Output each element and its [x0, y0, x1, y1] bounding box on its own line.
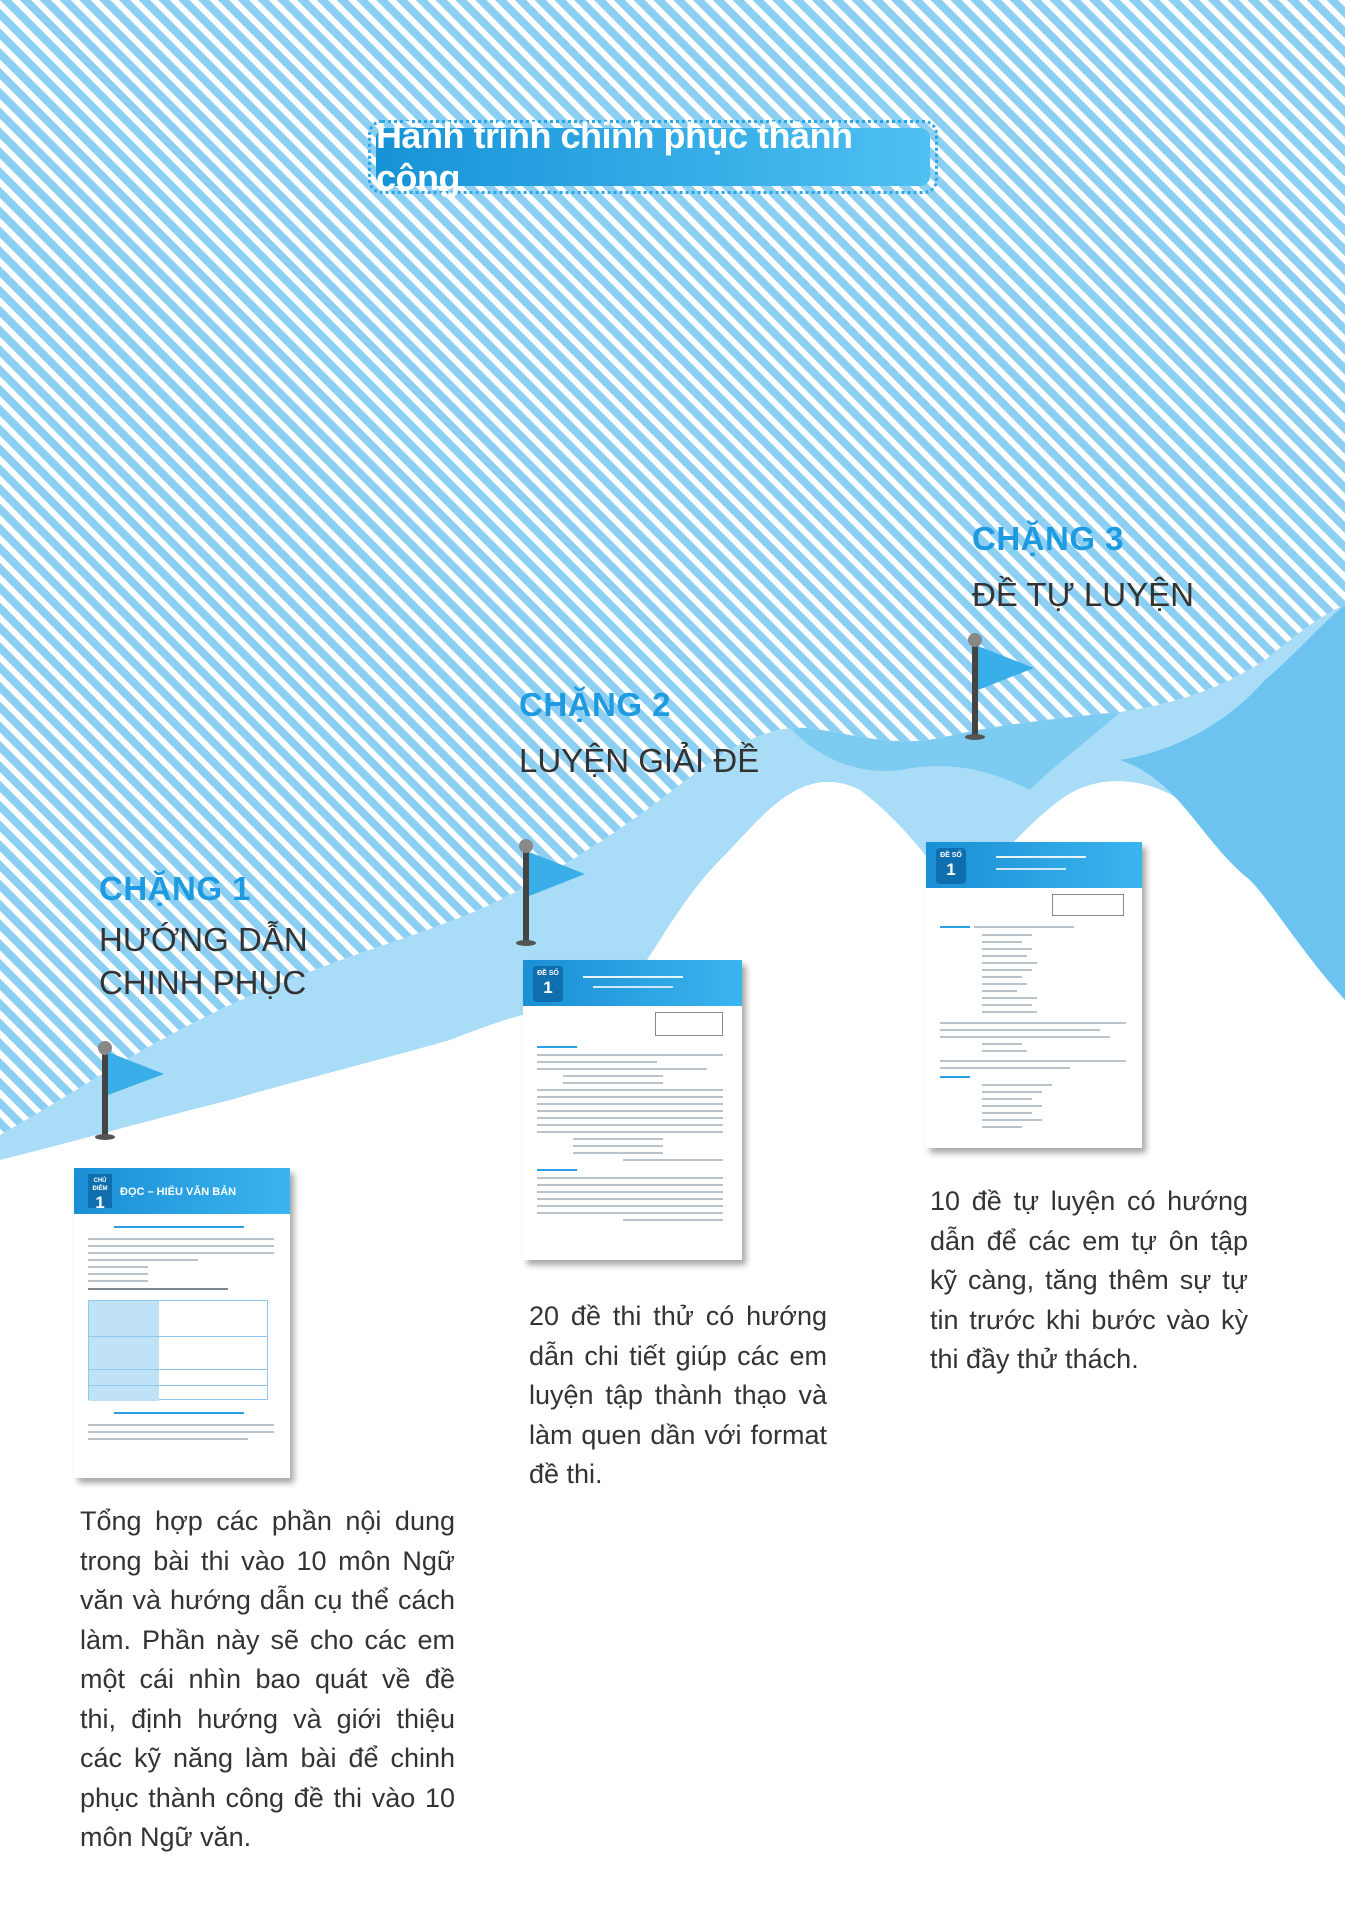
stage-2-name: LUYỆN GIẢI ĐỀ	[519, 742, 760, 779]
stage-3-thumbnail	[926, 842, 1142, 1148]
stage-2-description: 20 đề thi thử có hướng dẫn chi tiết giúp các em luyện tập thành thạo và làm quen dần với format đề thi.	[529, 1301, 827, 1489]
stage-2-thumbnail	[523, 960, 742, 1260]
thumbnail-heading: ĐỌC – HIỂU VĂN BẢN	[120, 1186, 237, 1198]
stage-1-description: Tổng hợp các phần nội dung trong bài thi vào 10 môn Ngữ văn và hướng dẫn cụ thể cách làm. Phần này sẽ cho các em một cái nhìn bao quát về đề thi, định hướng và giới thiệu các kỹ năng làm bài để chinh phục thành công đề thi vào 10 môn Ngữ văn.	[80, 1506, 455, 1852]
badge-label: ĐỀ SỐ	[940, 852, 962, 859]
stage-1-flag-icon	[92, 1040, 172, 1140]
stage-1-name-line-1: HƯỚNG DẪN	[99, 921, 308, 958]
stage-3-number: CHẶNG 3	[972, 520, 1125, 557]
page-title: Hành trình chinh phục thành công	[376, 128, 930, 186]
badge-label: ĐỀ SỐ	[537, 970, 559, 977]
badge-number: 1	[946, 860, 956, 879]
badge-number: 1	[543, 978, 553, 997]
thumbnail-badge	[533, 966, 563, 1002]
thumbnail-badge	[88, 1174, 112, 1212]
badge-number: 1	[95, 1193, 105, 1212]
stage-3-flag-icon	[962, 632, 1042, 742]
badge-label: CHỦ ĐIỂM	[92, 1178, 108, 1192]
stage-2-number: CHẶNG 2	[519, 686, 672, 723]
stage-1-thumbnail	[74, 1168, 290, 1478]
stage-3-name: ĐỀ TỰ LUYỆN	[972, 576, 1194, 613]
stage-1-name-line-2: CHINH PHỤC	[99, 964, 307, 1001]
stage-2-flag-icon	[513, 838, 593, 948]
title-badge	[368, 115, 938, 198]
thumbnail-badge	[936, 848, 966, 884]
stage-3-description: 10 đề tự luyện có hướng dẫn để các em tự ôn tập kỹ càng, tăng thêm sự tự tin trước khi bước vào kỳ thi đầy thử thách.	[930, 1186, 1248, 1374]
stage-1-number: CHẶNG 1	[99, 870, 252, 907]
